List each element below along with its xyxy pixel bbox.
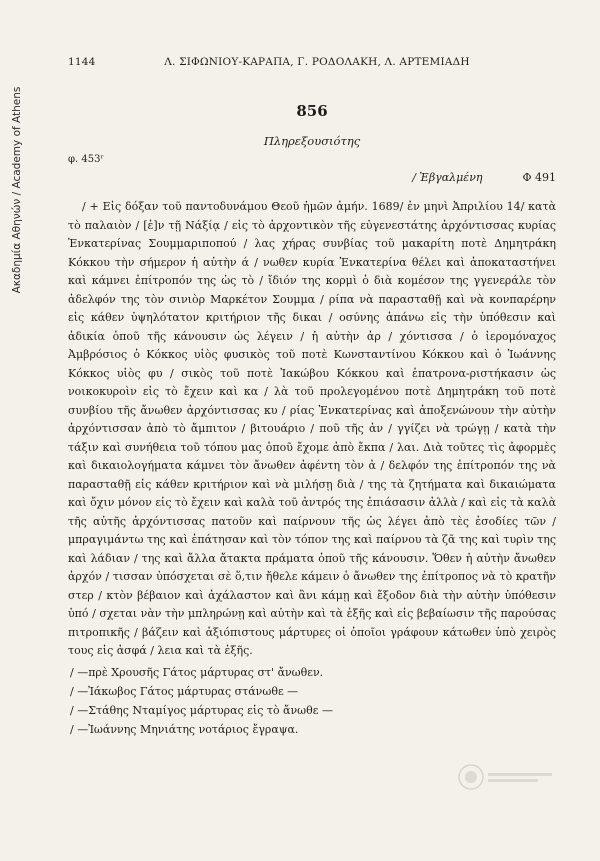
academy-seal-icon (456, 762, 556, 792)
document-title: Πληρεξουσιότης (263, 134, 361, 148)
signature-line: / —Ἰωάννης Μηνιάτης νοτάριος ἔγραψα. (70, 722, 299, 736)
signature-line: / —Ἰάκωβος Γάτος μάρτυρας στάνωθε — (70, 684, 299, 698)
body-paragraph: / + Εἰς δόξαν τοῦ παντοδυνάμου Θεοῦ ἡμῶν ἀμήν. 1689/ ἐν μηνὶ Ἀπριλίου 14/ κατὰ τὸ παλαιὸν / [ἐ]ν τῇ Νάξίᾳ / εἰς τὸ ἀρχοντικὸν τῆς εὐγενεστάτης ἀρχόντισσας κυρίας Ἐνκατερίνας Σουμμαριποπού / λας χήρας συνβίας τοῦ μακαρίτη ποτὲ Δημητράκη Κόκκου τὴν σήμερον ἡ αὐτὴν ά / νωθεν κυρία Ἐνκατερίνα θέλει καὶ ἀποκαταστήνει καὶ κάμνει ἐπίτροπόν της ὡς τὸ / ἴδιόν της κορμὶ ὁ διὰ κομέσον της γγενεράλε τὸν ἀδελφόν της τὸν σινιὸρ Μαρκέτον Σουμμα / ρίπα νὰ παρασταθῇ καὶ νὰ κονπαρέρην εἰς κάθεν ὑψηλότατον κριτήριον τῆς δικαι / οσύνης ἀπάνω εἰς τὴν ὑπόθεσιν καὶ ἀδικία ὁποῦ τῆς κάνουσιν ὡς λέγειν / ἡ αὐτὴν ἀρ / χόντισσα / ὁ ἱερομόναχος Ἀμβρόσιος ὁ Κόκκος υἱὸς φυσικὸς τοῦ ποτὲ Κωνσταντίνου Κόκκου καὶ ὁ Ἰωάννης Κόκκος υἱὸς φυ / σικὸς τοῦ ποτὲ Ἰακώβου Κόκκου καὶ ἐπατρονα-ριστήκασιν ὡς νοικοκυροὶν εἰς τὸ ἔχειν καὶ κα / λὰ τοῦ προλεγομένου ποτὲ Δημητράκη τοῦ ποτὲ συνβίου τῆς ἄνωθεν ἀρχόντισσας κυ / ρίας Ἐνκατερίνας καὶ ἀποξενώνουν τὴν αὐτὴν ἀρχόντισσαν ἀπὸ τὸ ἄμπιτον / βιτουάριο / ποῦ τῆς ἀν / γγίζει νὰ τρώγῃ / κατὰ τὴν τάξιν καὶ συνήθεια τοῦ τόπου μας ὁποῦ ἔχομε ἀπὸ ἔκπα / λαι. Διὰ τοῦτες τὶς ἀφορμὲς καὶ δικαιολογήματα κάμνει τὸν ἄνωθεν ἀφέντη τὸν ἀ / δελφόν της ἐπίτροπόν της νὰ παρασταθῇ εἰς κάθεν κριτήριον καὶ νὰ μιλήσῃ διὰ / της τὰ ζητήματα καὶ δικαιώματα καὶ ὄχιν μόνον εἰς τὸ ἔχειν καὶ καλὰ τοῦ ἀντρός της ἐπιάσασιν ἀλλὰ / καὶ εἰς τὰ καλὰ τῆς αὐτῆς ἀρχόντισσας πατοῦν καὶ παίρνουν τῆς ὡς λέγει ἀπὸ τὲς ἐσοδίες τῶν / μπραγιμάντω της καὶ ἐπάτησαν καὶ τὸν τόπον της καὶ παίρνου τὰ ζᾶ της καὶ τυρὶν της καὶ λάδιαν / της καὶ ἄλλα ἄτακτα πράματα ὁποῦ τῆς κάνουσιν. Ὅθεν ἡ αὐτὴν ἄνωθεν ἀρχόν / τισσαν ὑπόσχεται σὲ ὅ,τιν ἤθελε κάμειν ὁ ἄνωθεν της ἐπίτροπος νὰ τὸ κρατῆν στερ / κτὸν βέβαιον καὶ ἀχάλαστον καὶ ἂνι κάμῃ καὶ ἔξοδον διὰ τὴν αὐτὴν ὑπόθεσιν ὑπό / σχεται νὰν τὴν μπληρώνῃ καὶ αὐτὴν καὶ τὰ ἐξῆς καὶ εἰς βεβαίωσιν τῆς παρούσας πιτροπικῆς / βάζειν καὶ ἀξιόπιστους μάρτυρες οἱ ὁποῖοι γράφουν κάτωθεν ὑπὸ χειρὸς τους εἰς ἀσφά / λεια καὶ τὰ ἐξῆς. (68, 200, 556, 657)
source-name: / Ἐβγαλμένη (412, 171, 483, 184)
source-reference: Φ 491 (522, 171, 556, 184)
signature-line: / —πρὲ Χρουσῆς Γάτος μάρτυρας στ' ἄνωθεν. (70, 665, 324, 679)
running-head-authors: Λ. ΣΙΦΩΝΙΟΥ-ΚΑΡΑΠΑ, Γ. ΡΟΔΟΛΑΚΗ, Λ. ΑΡΤΕΜΙΑΔΗ (164, 56, 470, 68)
source-line (68, 171, 556, 184)
side-credit-text: Ακαδημία Αθηνών / Academy of Athens (11, 86, 23, 294)
page (68, 56, 556, 739)
folio-reference: φ. 453ʳ (68, 154, 104, 165)
page-number: 1144 (68, 56, 96, 68)
document-number: 856 (296, 102, 328, 120)
side-credit (8, 40, 26, 340)
document-body (68, 198, 556, 661)
signatures (68, 663, 556, 739)
signature-line: / —Στάθης Νταμίγος μάρτυρας εἰς τὸ ἄνωθε — (70, 703, 333, 717)
running-head (68, 56, 556, 68)
